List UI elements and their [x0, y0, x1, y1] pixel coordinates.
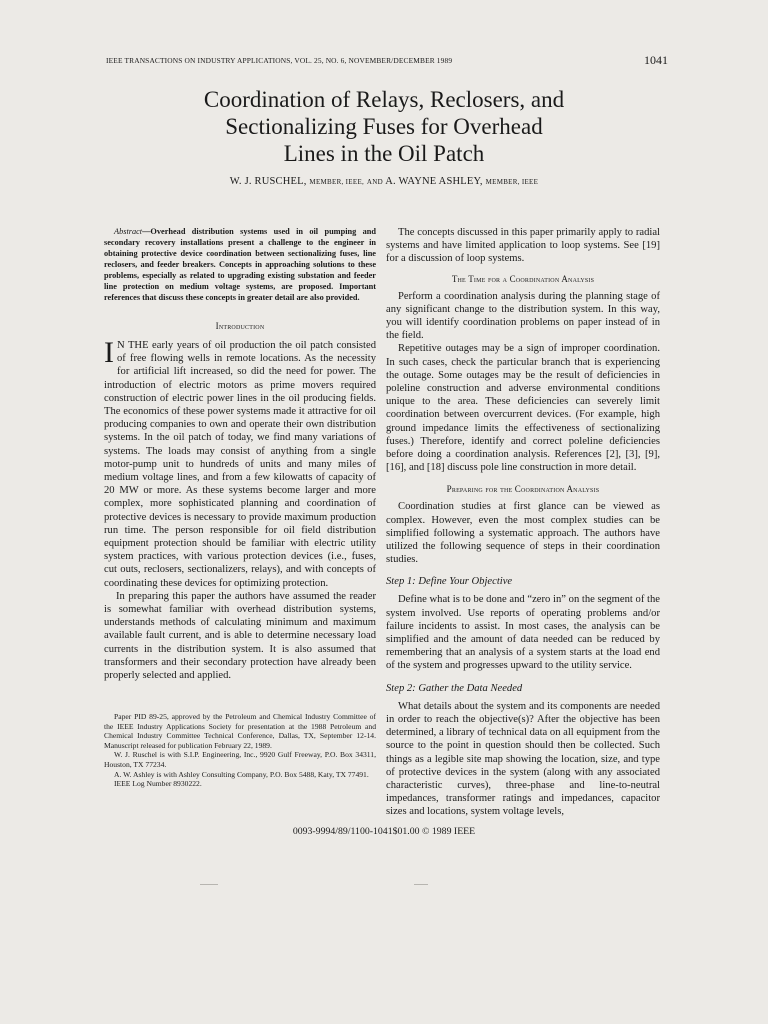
- drop-cap: I: [104, 336, 114, 369]
- author-2-membership: MEMBER, IEEE: [485, 178, 539, 186]
- author-2-name: A. WAYNE ASHLEY,: [385, 176, 483, 187]
- introduction-paragraph-2: In preparing this paper the authors have assumed the reader is somewhat familiar with overhead distribution systems, understands methods of calculating minimum and maximum available fault current, and is able to determine necessary load currents in the distribution system. It is also assumed that transformers and their secondary protection have already been properly selected and applied.: [104, 590, 376, 682]
- author-conjunction: AND: [366, 178, 383, 186]
- paper-title: [0, 86, 768, 167]
- footnote-block: [104, 712, 376, 789]
- journal-header: IEEE TRANSACTIONS ON INDUSTRY APPLICATIONS, VOL. 25, NO. 6, NOVEMBER/DECEMBER 1989: [106, 56, 453, 65]
- title-line-2: Sectionalizing Fuses for Overhead: [225, 114, 543, 139]
- author-1-name: W. J. RUSCHEL,: [229, 176, 307, 187]
- footnote-log-number: IEEE Log Number 8930222.: [114, 779, 202, 789]
- footnote-paper-id: Paper PID 89-25, approved by the Petroleum and Chemical Industry Committee of the IEEE Industry Applications Society for presentation at the 1988 Petroleum and Chemical Industry Committee Technical Conference, Dallas, TX, September 12-14. Manuscript released for publication February 22, 1989.: [104, 712, 376, 750]
- scan-mark-left: [200, 884, 218, 885]
- author-1-membership: MEMBER, IEEE,: [309, 178, 365, 186]
- footnote-author-1: W. J. Ruschel is with S.I.P. Engineering, Inc., 9920 Gulf Freeway, P.O. Box 34311, Houston, TX 77234.: [104, 750, 376, 769]
- step-1-paragraph: Define what is to be done and “zero in” on the segment of the system involved. Use reports of operating problems and/or failure incidents to assist. In most cases, the analysis can be simplified and the amount of data needed can be reduced by remembering that an analysis of a system starts at the load end of the system and progresses upward to the utility service.: [386, 594, 660, 672]
- copyright-line: 0093-9994/89/1100-1041$01.00 © 1989 IEEE: [292, 826, 476, 837]
- author-line: [0, 176, 768, 187]
- abstract: [104, 226, 376, 303]
- time-for-analysis-heading: The Time for a Coordination Analysis: [451, 273, 595, 284]
- introduction-paragraph-1-text: N THE early years of oil production the oil patch consisted of free flowing wells in remote locations. As the necessity for artificial lift increased, so did the need for power. The introduction of electric motors as prime movers required construction of electric power lines in the oil producing fields. The economics of these power systems made it attractive for oil producing companies to own and operate their own distribution systems. In the oil patch of today, we find many variations of systems. The loads may consist of anything from a single motor-pump unit to hundreds of units and many miles of medium voltage lines, and from a few kilowatts of capacity of 20 MW or more. As these systems become larger and more complex, more sophisticated planning and coordination of protective devices is necessary to provide maximum production run time. The person responsible for oil field distribution equipment protection should be familiar with electric utility system practices, with various protection devices (i.e., fuses, cut outs, reclosers, sectionalizers, relays), and with concepts of coordinating these devices for optimizing protection.: [104, 340, 376, 589]
- page-number: 1041: [644, 53, 668, 67]
- scan-mark-right: [414, 884, 428, 885]
- footnote-author-2: A. W. Ashley is with Ashley Consulting Company, P.O. Box 5488, Katy, TX 77491.: [114, 769, 369, 779]
- step-2-paragraph: What details about the system and its components are needed in order to reach the objective(s)? After the objective has been determined, a library of technical data on all equipment from the source to the point in question should then be collected. Such things as a legible site map showing the location, size, and type of protective devices in the system (along with any associated characteristic curves), three-phase and line-to-neutral impedances, transformer ratings and impedances, capacitor sizes and locations, system voltage levels,: [386, 700, 660, 818]
- title-line-1: Coordination of Relays, Reclosers, and: [203, 87, 565, 112]
- step-2-heading: Step 2: Gather the Data Needed: [386, 682, 523, 694]
- introduction-heading: Introduction: [215, 321, 265, 331]
- right-column: [386, 226, 660, 819]
- concepts-paragraph: The concepts discussed in this paper primarily apply to radial systems and have limited application to loop systems. See [19] for a discussion of loop systems.: [386, 227, 660, 265]
- abstract-text: —Overhead distribution systems used in oil pumping and secondary recovery installations present a challenge to the engineer in obtaining protective device coordination between sectionalizing fuses, line reclosers, and feeder breakers. Concepts in approaching solutions to these problems, especially as related to upgrading existing substation and feeder line protection on medium voltage systems, are proposed. Important references that discuss these concepts in greater detail are also provided.: [104, 227, 376, 302]
- abstract-lead: Abstract: [114, 227, 143, 236]
- left-column: [104, 226, 376, 682]
- time-paragraph-1: Perform a coordination analysis during the planning stage of any significant change to the distribution system. In this way, you will identify coordination problems on paper instead of in the field.: [386, 290, 660, 342]
- time-paragraph-2: Repetitive outages may be a sign of improper coordination. In such cases, check the particular branch that is experiencing the outage. Some outages may be the result of deficiencies in poleline construction and adverse environmental conditions unique to the area. These deficiencies can severely limit coordination between overcurrent devices. (For example, high ground impedance limits the effectiveness of sectionalizing fuses.) Therefore, identify and correct poleline deficiencies before doing a coordination analysis. References [2], [3], [9], [16], and [18] discuss pole line construction in more detail.: [386, 343, 660, 474]
- preparing-heading: Preparing for the Coordination Analysis: [446, 484, 600, 495]
- introduction-paragraph-1: [104, 336, 376, 590]
- title-line-3: Lines in the Oil Patch: [283, 141, 485, 166]
- preparing-paragraph: Coordination studies at first glance can be viewed as complex. However, even the most complex studies can be simplified following a systematic approach. The authors have utilized the following sequence of steps in their coordination studies.: [386, 501, 660, 566]
- step-1-heading: Step 1: Define Your Objective: [386, 576, 513, 588]
